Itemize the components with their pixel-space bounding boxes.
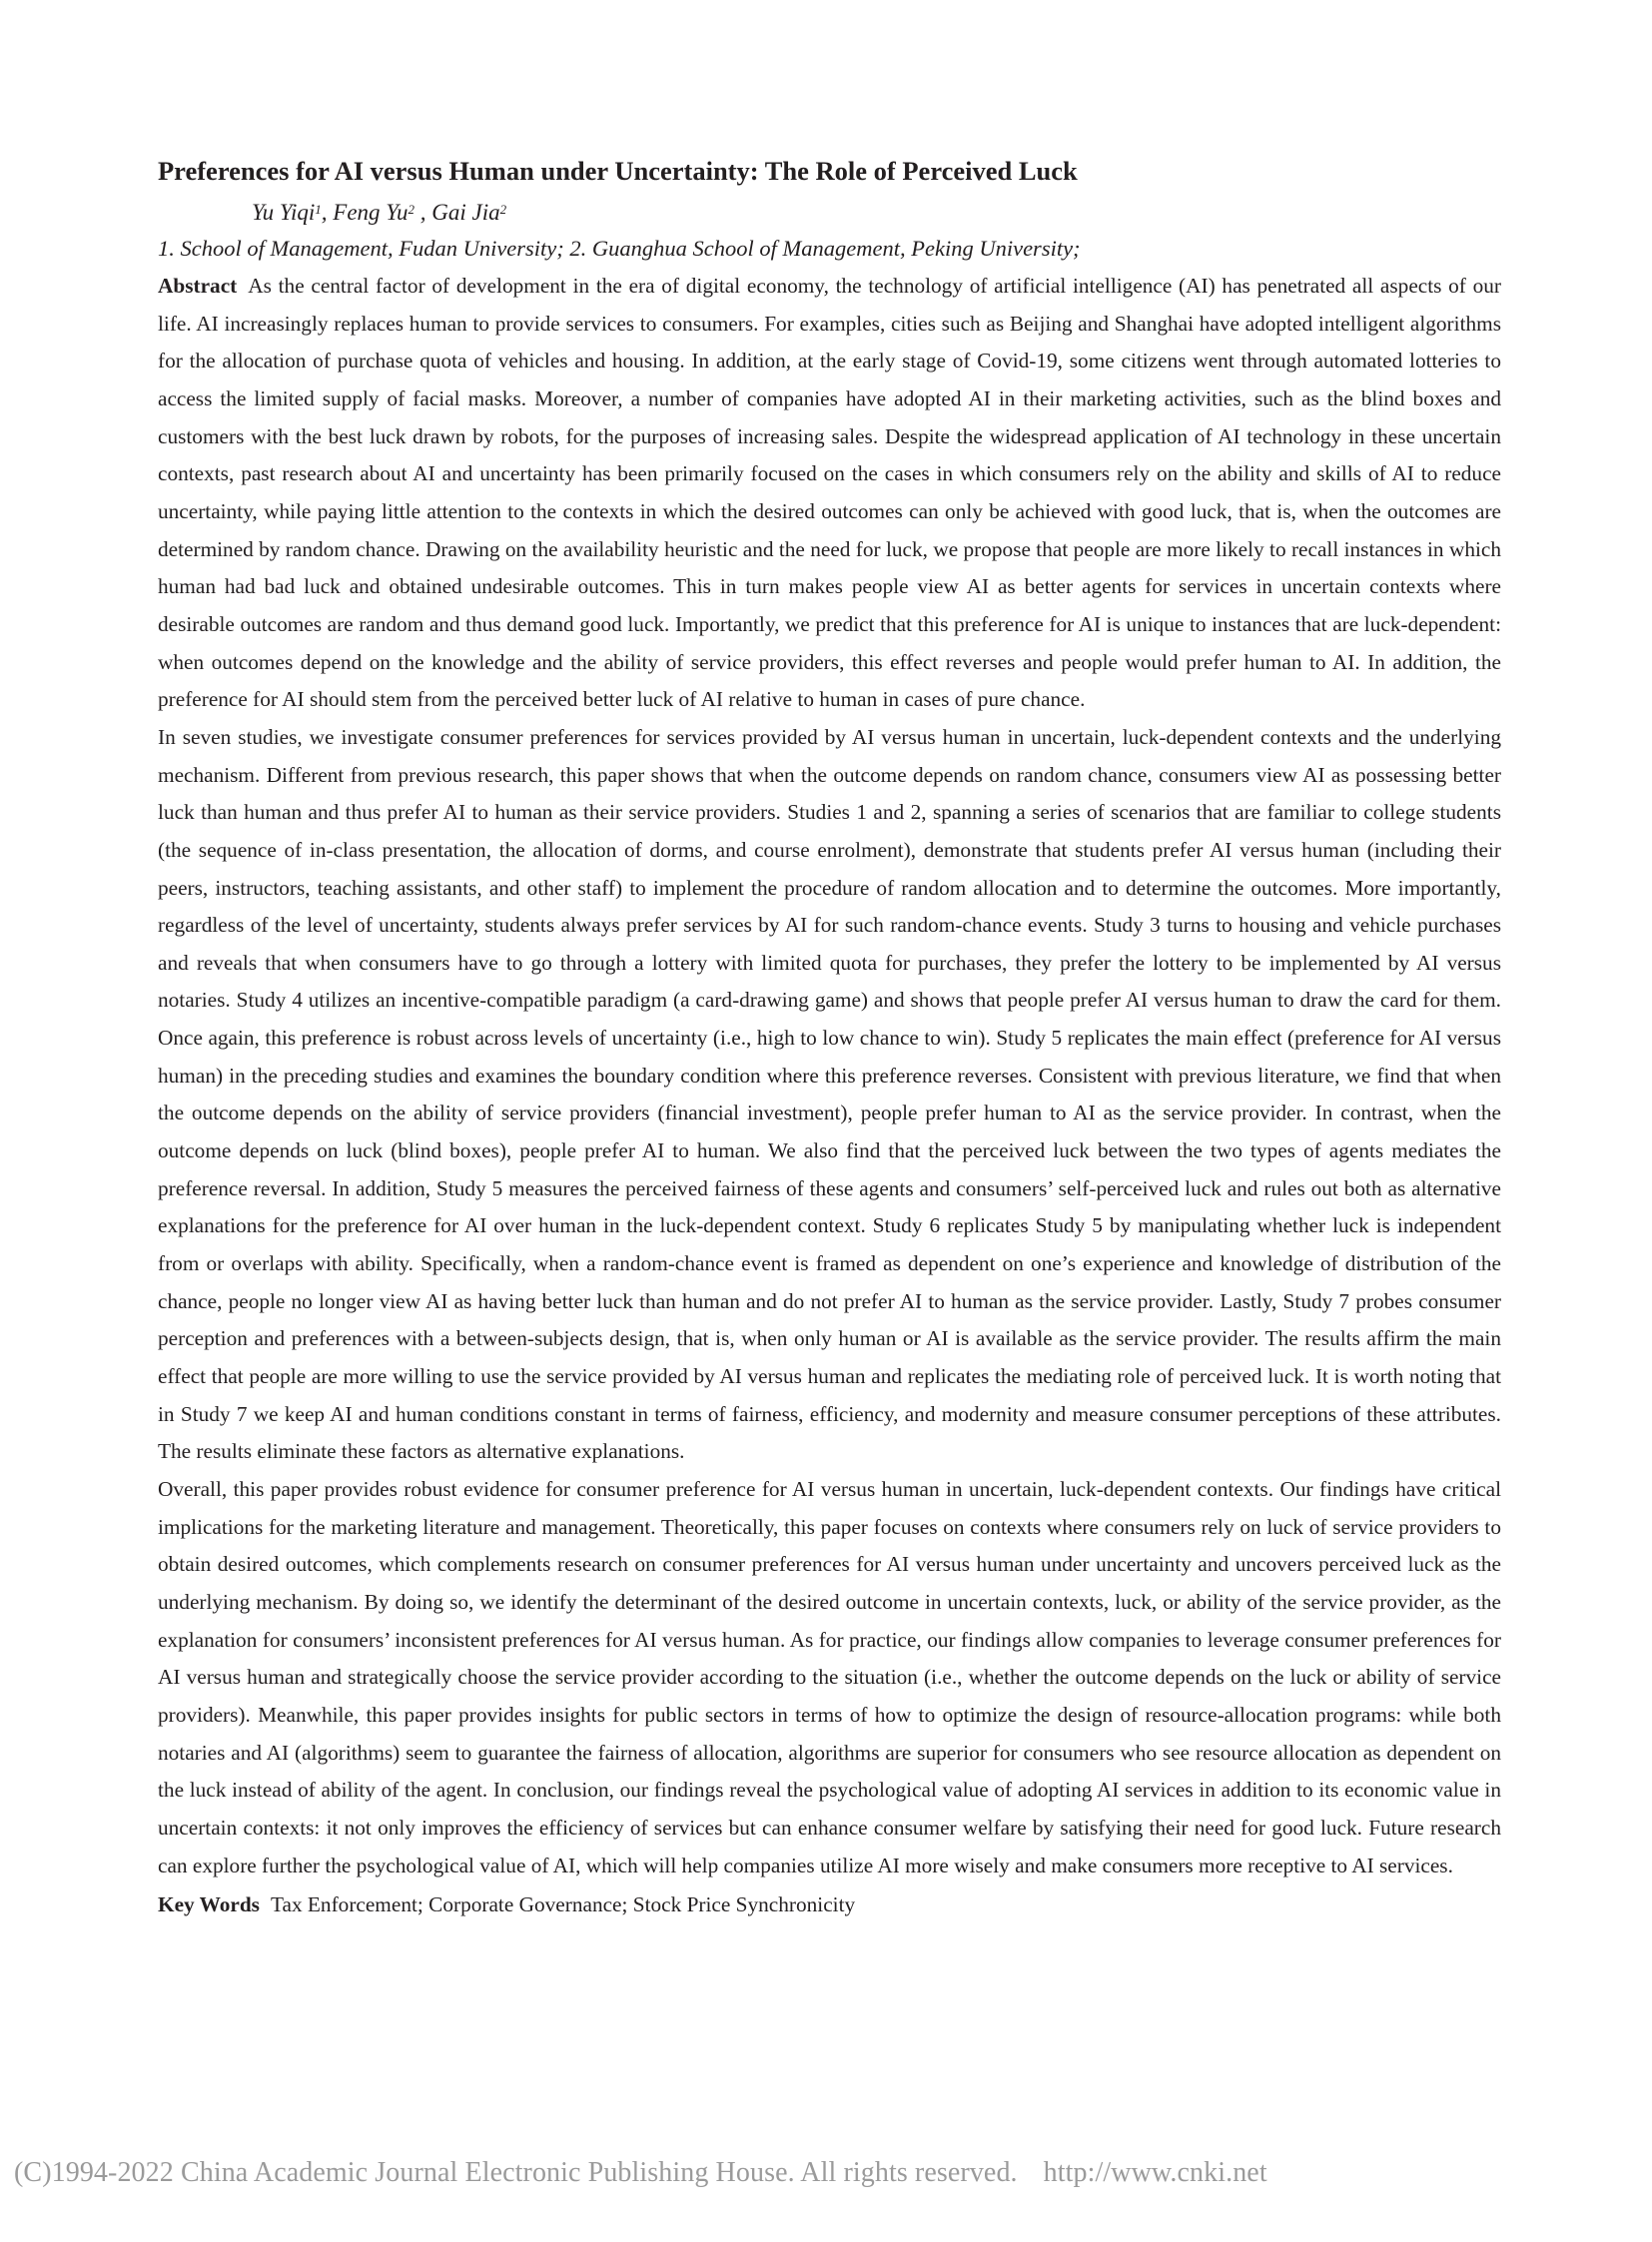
keywords-label: Key Words xyxy=(158,1892,260,1917)
author-separator: , xyxy=(321,200,334,225)
author-name: Gai Jia xyxy=(431,200,500,225)
copyright-footer xyxy=(14,2157,1267,2189)
author-affiliation-mark: 2 xyxy=(408,202,414,217)
abstract-paragraph: Overall, this paper provides robust evidence for consumer preference for AI versus human in uncertain, luck-dependent contexts. Our findings have critical implications for the marketing literature and management. Theoretically, this paper focuses on contexts where consumers rely on luck of service providers to obtain desired outcomes, which complements research on consumer preferences for AI versus human under uncertainty and uncovers perceived luck as the underlying mechanism. By doing so, we identify the determinant of the desired outcome in uncertain contexts, luck, or ability of the service provider, as the explanation for consumers’ inconsistent preferences for AI versus human. As for practice, our findings allow companies to leverage consumer preferences for AI versus human and strategically choose the service provider according to the situation (i.e., whether the outcome depends on the luck or ability of service providers). Meanwhile, this paper provides insights for public sectors in terms of how to optimize the design of resource-allocation programs: while both notaries and AI (algorithms) seem to guarantee the fairness of allocation, algorithms are superior for consumers who see resource allocation as dependent on the luck instead of ability of the agent. In conclusion, our findings reveal the psychological value of adopting AI services in addition to its economic value in uncertain contexts: it not only improves the efficiency of services but can enhance consumer welfare by satisfying their need for good luck. Future research can explore further the psychological value of AI, which will help companies utilize AI more wisely and make consumers more receptive to AI services. xyxy=(158,1477,1501,1877)
author-name: Yu Yiqi xyxy=(252,200,316,225)
author-list xyxy=(252,196,1501,230)
abstract-paragraph xyxy=(158,268,1501,719)
affiliations: 1. School of Management, Fudan University; 2. Guanghua School of Management, Peking University; xyxy=(158,236,1081,261)
paper-title: Preferences for AI versus Human under Uncertainty: The Role of Perceived Luck xyxy=(158,156,1078,186)
paper-page xyxy=(158,152,1501,1924)
author-name: Feng Yu xyxy=(333,200,409,225)
keywords-line xyxy=(158,1886,1501,1924)
abstract-label: Abstract xyxy=(158,274,238,298)
footer-url[interactable]: http://www.cnki.net xyxy=(1043,2157,1267,2188)
copyright-text: (C)1994-2022 China Academic Journal Electronic Publishing House. All rights reserved. xyxy=(14,2157,1018,2188)
keywords-text: Tax Enforcement; Corporate Governance; Stock Price Synchronicity xyxy=(270,1892,856,1917)
author-affiliation-mark: 2 xyxy=(499,202,507,217)
abstract-text: As the central factor of development in the era of digital economy, the technology of artificial intelligence (AI) has penetrated all aspects of our life. AI increasingly replaces human to provide services to consumers. For examples, cities such as Beijing and Shanghai have adopted intelligent algorithms for the allocation of purchase quota of vehicles and housing. In addition, at the early stage of Covid-19, some citizens went through automated lotteries to access the limited supply of facial masks. Moreover, a number of companies have adopted AI in their marketing activities, such as the blind boxes and customers with the best luck drawn by robots, for the purposes of increasing sales. Despite the widespread application of AI technology in these uncertain contexts, past research about AI and uncertainty has been primarily focused on the cases in which consumers rely on the ability and skills of AI to reduce uncertainty, while paying little attention to the contexts in which the desired outcomes can only be achieved with good luck, that is, when the outcomes are determined by random chance. Drawing on the availability heuristic and the need for luck, we propose that people are more likely to recall instances in which human had bad luck and obtained undesirable outcomes. This in turn makes people view AI as better agents for services in uncertain contexts where desirable outcomes are random and thus demand good luck. Importantly, we predict that this preference for AI is unique to instances that are luck-dependent: when outcomes depend on the knowledge and the ability of service providers, this effect reverses and people would prefer human to AI. In addition, the preference for AI should stem from the perceived better luck of AI relative to human in cases of pure chance. xyxy=(158,274,1501,712)
author-affiliation-mark: 1 xyxy=(315,202,322,217)
author-separator: , xyxy=(414,200,432,225)
abstract-paragraph: In seven studies, we investigate consumer preferences for services provided by AI versus human in uncertain, luck-dependent contexts and the underlying mechanism. Different from previous research, this paper shows that when the outcome depends on random chance, consumers view AI as possessing better luck than human and thus prefer AI to human as their service providers. Studies 1 and 2, spanning a series of scenarios that are familiar to college students (the sequence of in-class presentation, the allocation of dorms, and course enrolment), demonstrate that students prefer AI versus human (including their peers, instructors, teaching assistants, and other staff) to implement the procedure of random allocation and to determine the outcomes. More importantly, regardless of the level of uncertainty, students always prefer services by AI for such random-chance events. Study 3 turns to housing and vehicle purchases and reveals that when consumers have to go through a lottery with limited quota for purchases, they prefer the lottery to be implemented by AI versus notaries. Study 4 utilizes an incentive-compatible paradigm (a card-drawing game) and shows that people prefer AI versus human to draw the card for them. Once again, this preference is robust across levels of uncertainty (i.e., high to low chance to win). Study 5 replicates the main effect (preference for AI versus human) in the preceding studies and examines the boundary condition where this preference reverses. Consistent with previous literature, we find that when the outcome depends on the ability of service providers (financial investment), people prefer human to AI as the service provider. In contrast, when the outcome depends on luck (blind boxes), people prefer AI to human. We also find that the perceived luck between the two types of agents mediates the preference reversal. In addition, Study 5 measures the perceived fairness of these agents and consumers’ self-perceived luck and rules out both as alternative explanations for the preference for AI over human in the luck-dependent context. Study 6 replicates Study 5 by manipulating whether luck is independent from or overlaps with ability. Specifically, when a random-chance event is framed as dependent on one’s experience and knowledge of distribution of the chance, people no longer view AI as having better luck than human and do not prefer AI to human as the service provider. Lastly, Study 7 probes consumer perception and preferences with a between-subjects design, that is, when only human or AI is available as the service provider. The results affirm the main effect that people are more willing to use the service provided by AI versus human and replicates the mediating role of perceived luck. It is worth noting that in Study 7 we keep AI and human conditions constant in terms of fairness, efficiency, and modernity and measure consumer perceptions of these attributes. The results eliminate these factors as alternative explanations. xyxy=(158,724,1501,1464)
